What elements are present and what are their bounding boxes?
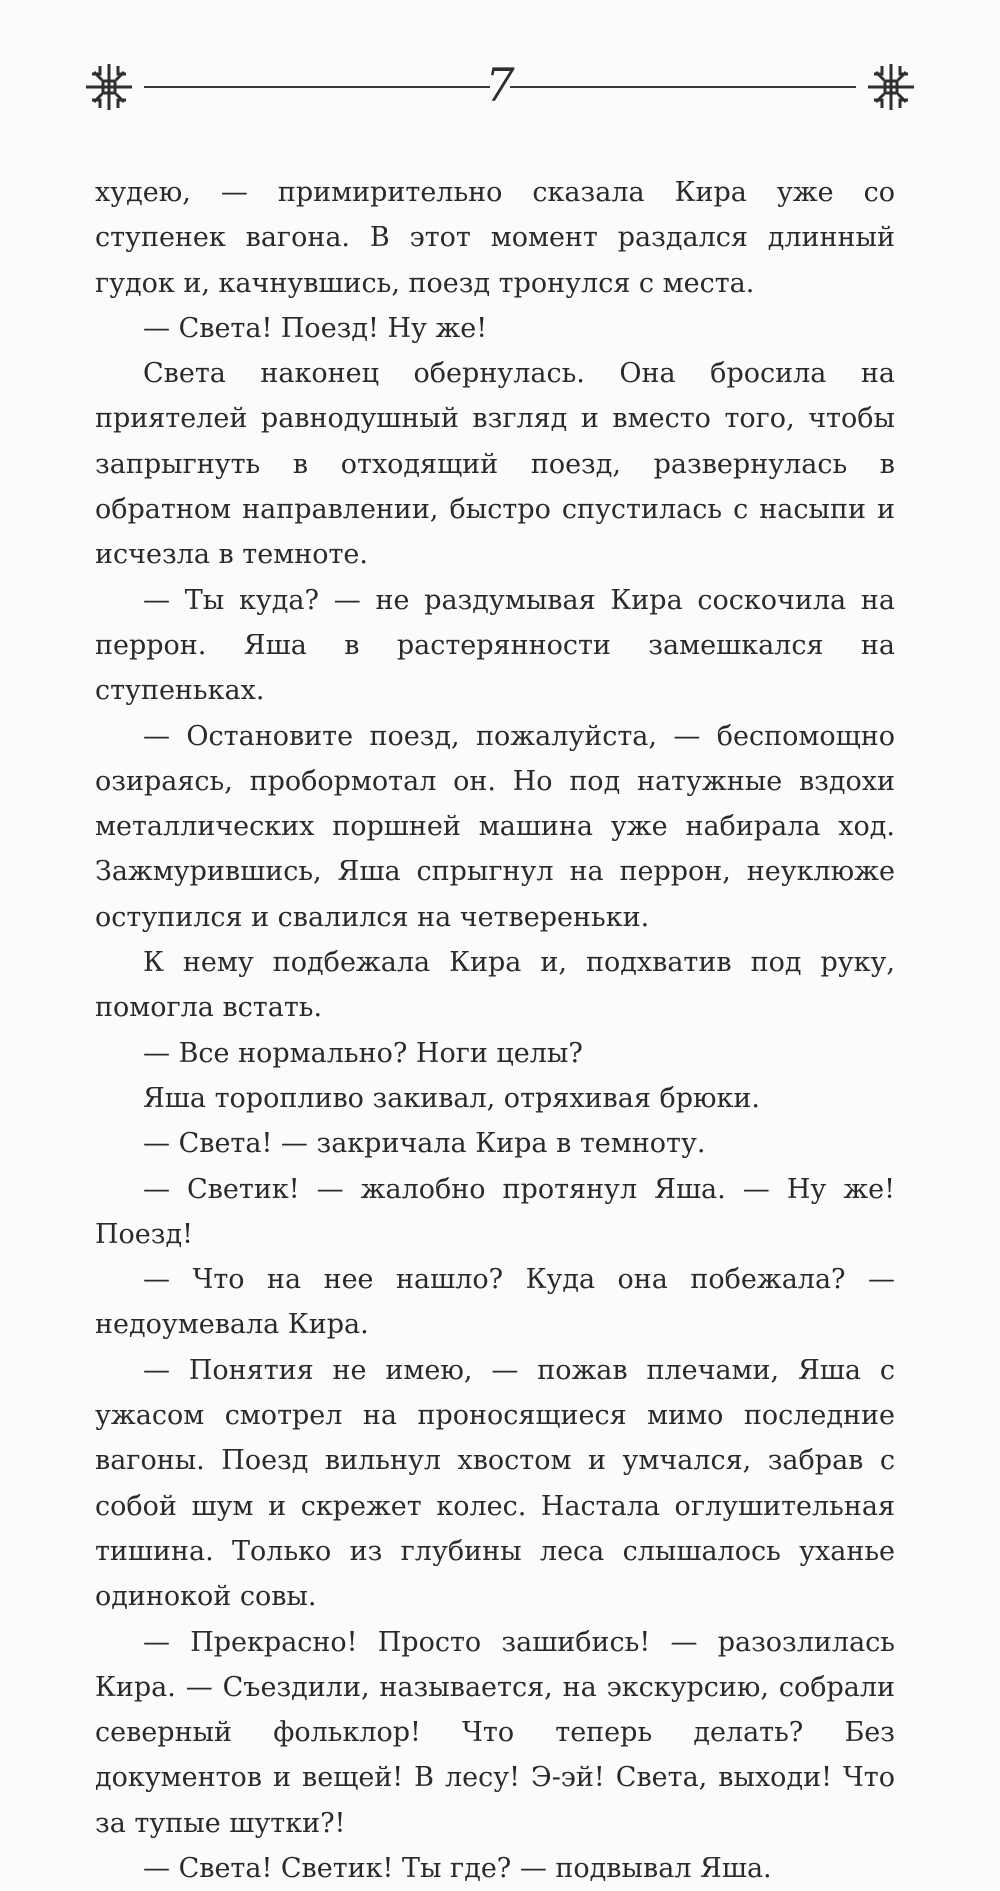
folk-ornament-icon [862,58,920,116]
page-header [80,58,920,118]
paragraph: Света наконец обернулась. Она бросила на приятелей равнодушный взгляд и вместо того, чтобы запрыгнуть в отходящий поезд, развернулась в обратном направлении, быстро спустилась с насыпи и исчезла в темноте. [95,358,895,571]
paragraph: — Света! Поезд! Ну же! [143,312,488,344]
folk-ornament-icon [80,58,138,116]
paragraph: — Что на нее нашло? Куда она побежала? — недоумевала Кира. [95,1264,895,1341]
paragraph: — Понятия не имею, — пожав плечами, Яша с ужасом смотрел на проносящиеся мимо последние вагоны. Поезд вильнул хвостом и умчался, забрав с собой шум и скрежет колес. Настала оглушительная тишина. Только из глубины леса слышалось уханье одинокой совы. [95,1354,895,1613]
paragraph: худею, — примирительно сказала Кира уже со ступенек вагона. В этот момент раздался длинный гудок и, качнувшись, поезд тронулся с места. [95,177,895,299]
paragraph: — Света! Светик! Ты где? — подвывал Яша. [143,1852,772,1884]
body-text [95,170,895,1891]
paragraph: — Светик! — жалобно протянул Яша. — Ну же! Поезд! [95,1173,895,1250]
paragraph: К нему подбежала Кира и, подхватив под руку, помогла встать. [95,947,895,1024]
page-number: 7 [485,58,515,112]
header-rule-right [510,86,856,88]
header-rule-left [144,86,490,88]
paragraph: — Прекрасно! Просто зашибись! — разозлилась Кира. — Съездили, называется, на экскурсию, собрали северный фольклор! Что теперь делать? Без документов и вещей! В лесу! Э-эй! Света, выходи! Что за тупые шутки?! [95,1626,895,1839]
paragraph: — Все нормально? Ноги целы? [143,1037,583,1069]
paragraph: — Света! — закричала Кира в темноту. [143,1128,706,1160]
paragraph: — Ты куда? — не раздумывая Кира соскочила на перрон. Яша в растерянности замешкался на ступеньках. [95,584,895,707]
paragraph: — Остановите поезд, пожалуйста, — беспомощно озираясь, пробормотал он. Но под натужные вздохи металлических поршней машина уже набирала ход. Зажмурившись, Яша спрыгнул на перрон, неуклюже оступился и свалился на четвереньки. [95,720,895,933]
paragraph: Яша торопливо закивал, отряхивая брюки. [143,1082,760,1114]
